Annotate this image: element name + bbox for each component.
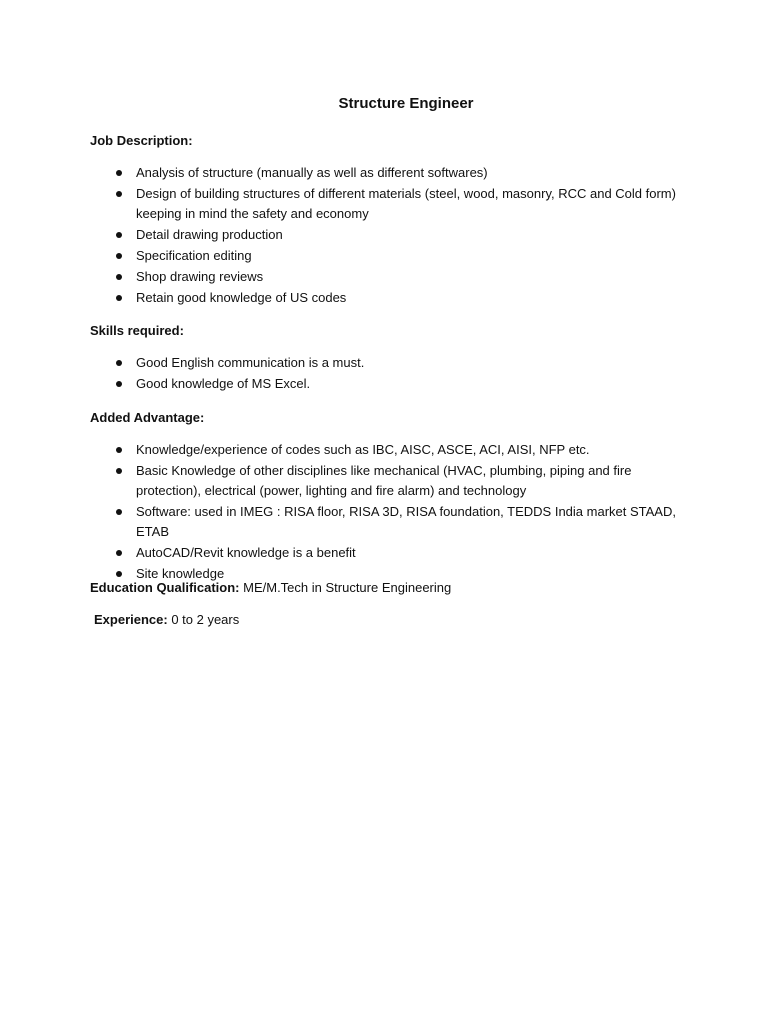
list-item: Design of building structures of different materials (steel, wood, masonry, RCC and Cold form) keeping in mind the safety and economy	[90, 184, 690, 224]
list-item: Basic Knowledge of other disciplines like mechanical (HVAC, plumbing, piping and fire protection), electrical (power, lighting and fire alarm) and technology	[90, 461, 690, 501]
experience-label: Experience:	[94, 612, 168, 627]
list-item: Software: used in IMEG : RISA floor, RISA 3D, RISA foundation, TEDDS India market STAAD, ETAB	[90, 502, 690, 542]
experience	[94, 612, 239, 627]
list-item: Retain good knowledge of US codes	[90, 288, 690, 308]
list-item: Analysis of structure (manually as well as different softwares)	[90, 163, 690, 183]
page-title: Structure Engineer	[338, 95, 474, 112]
education-label: Education Qualification:	[90, 580, 240, 595]
added-advantage-heading: Added Advantage:	[90, 410, 205, 425]
list-item: Good English communication is a must.	[90, 353, 690, 373]
experience-value: 0 to 2 years	[167, 612, 240, 627]
skills-required-heading: Skills required:	[90, 323, 184, 338]
list-item: Specification editing	[90, 246, 690, 266]
list-item: Detail drawing production	[90, 225, 690, 245]
list-item: Shop drawing reviews	[90, 267, 690, 287]
list-item: AutoCAD/Revit knowledge is a benefit	[90, 543, 690, 563]
list-item: Knowledge/experience of codes such as IBC, AISC, ASCE, ACI, AISI, NFP etc.	[90, 440, 690, 460]
job-description-list	[90, 163, 690, 309]
education-qualification	[90, 580, 451, 595]
skills-required-list	[90, 353, 690, 395]
list-item: Site knowledge	[90, 564, 690, 584]
education-value: ME/M.Tech in Structure Engineering	[239, 580, 452, 595]
added-advantage-list	[90, 440, 690, 585]
job-description-heading: Job Description:	[90, 133, 193, 148]
list-item: Good knowledge of MS Excel.	[90, 374, 690, 394]
